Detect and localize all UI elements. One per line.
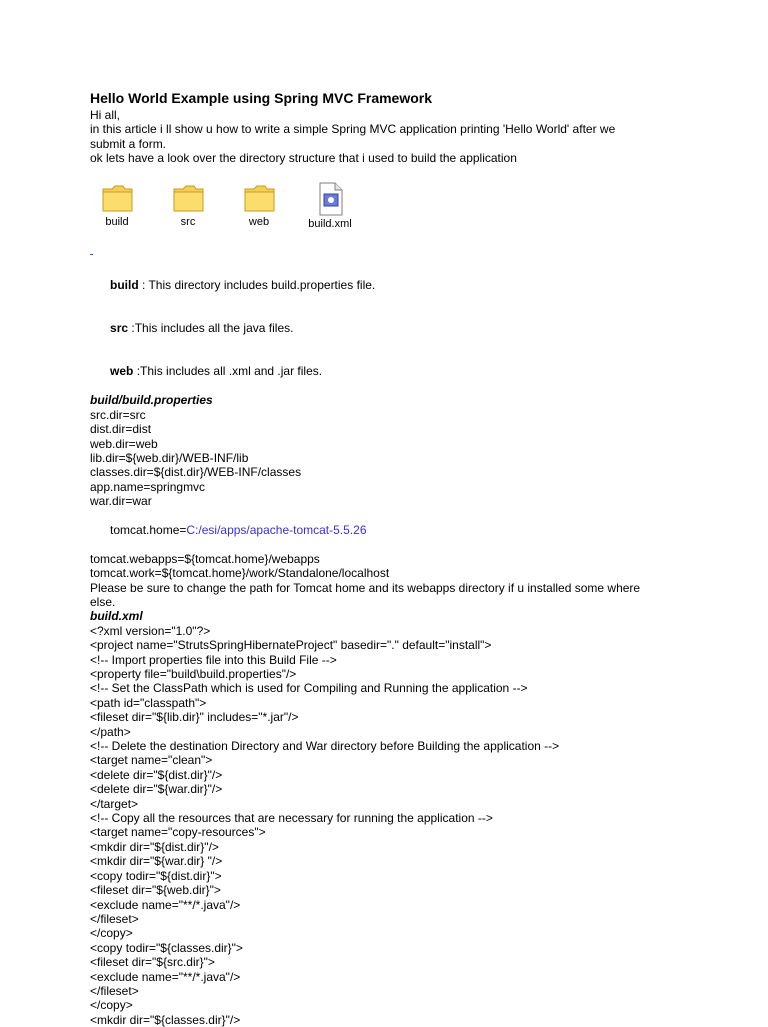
directory-item-label: src xyxy=(180,215,196,228)
tomcat-home-link[interactable]: C:/esi/apps/apache-tomcat-5.5.26 xyxy=(186,522,367,537)
xml-code-line: <delete dir="${dist.dir}"/> xyxy=(90,767,223,782)
description-text: :This includes all .xml and .jar files. xyxy=(133,364,323,379)
xml-code-line: <fileset dir="${web.dir}"> xyxy=(90,883,221,898)
xml-code-line: <?xml version="1.0"?> xyxy=(90,623,211,638)
directory-descriptions xyxy=(90,264,690,394)
xml-code-line: <exclude name="**/*.java"/> xyxy=(90,969,241,984)
xml-code-line: <!-- Copy all the resources that are necessary for running the application --> xyxy=(90,811,493,826)
intro-line: Hi all, xyxy=(90,108,121,122)
description-web xyxy=(90,350,690,393)
intro-line: in this article i ll show u how to write a simple Spring MVC application printing 'Hello World' after we xyxy=(90,122,616,137)
tomcat-home-line xyxy=(90,509,690,552)
xml-code-line: <delete dir="${war.dir}"/> xyxy=(90,782,223,797)
description-build xyxy=(90,264,690,307)
xml-code-line: <mkdir dir="${classes.dir}"/> xyxy=(90,1012,241,1027)
xml-code-line: <path id="classpath"> xyxy=(90,695,207,710)
properties-line: tomcat.work=${tomcat.home}/work/Standalone/localhost xyxy=(90,566,390,581)
properties-line: web.dir=web xyxy=(90,436,158,451)
description-src xyxy=(90,307,690,350)
intro-text xyxy=(90,108,690,166)
folder-icon xyxy=(243,182,276,214)
xml-code-line: <!-- Set the ClassPath which is used for Compiling and Running the application --> xyxy=(90,681,528,696)
directory-item-build xyxy=(87,182,147,229)
tomcat-note xyxy=(90,581,690,610)
description-term: build xyxy=(110,278,139,293)
properties-line: app.name=springmvc xyxy=(90,479,206,494)
properties-line: dist.dir=dist xyxy=(90,422,152,437)
properties-heading: build/build.properties xyxy=(90,393,213,408)
page-title: Hello World Example using Spring MVC Framework xyxy=(90,90,433,106)
xml-code-line: <mkdir dir="${dist.dir}"/> xyxy=(90,839,219,854)
properties-line: src.dir=src xyxy=(90,407,146,422)
directory-item-label: build xyxy=(105,215,129,228)
xml-code-line: <mkdir dir="${war.dir} "/> xyxy=(90,854,223,869)
xml-code-line: </fileset> xyxy=(90,983,139,998)
directory-item-label: web xyxy=(248,215,270,228)
directory-structure-figure xyxy=(90,172,690,252)
directory-item-src xyxy=(158,182,218,229)
xml-code-line: <!-- Delete the destination Directory and War directory before Building the application --> xyxy=(90,739,560,754)
description-term: web xyxy=(110,364,134,379)
xml-code-line: <project name="StrutsSpringHibernateProject" basedir="." default="install"> xyxy=(90,638,492,653)
empty-link[interactable] xyxy=(90,252,690,264)
folder-icon xyxy=(172,182,205,214)
document-page xyxy=(90,90,690,1027)
build-xml-heading: build.xml xyxy=(90,609,143,624)
folder-icon xyxy=(101,182,134,214)
xml-code-line: <fileset dir="${src.dir}"> xyxy=(90,955,215,970)
xml-code-line: <property file="build\build.properties"/> xyxy=(90,667,297,681)
note-line: else. xyxy=(90,594,116,609)
build-xml-code xyxy=(90,624,690,1027)
description-text: :This includes all the java files. xyxy=(128,321,294,336)
xml-code-line: <fileset dir="${lib.dir}" includes="*.jar"/> xyxy=(90,710,299,725)
xml-code-line: </path> xyxy=(90,724,131,739)
tomcat-home-prefix: tomcat.home= xyxy=(110,522,187,537)
properties-line: lib.dir=${web.dir}/WEB-INF/lib xyxy=(90,450,249,465)
intro-line: submit a form. xyxy=(90,136,167,151)
directory-item-web xyxy=(229,182,289,229)
xml-code-line: <target name="copy-resources"> xyxy=(90,825,266,840)
xml-code-line: </copy> xyxy=(90,998,133,1013)
note-line: Please be sure to change the path for Tomcat home and its webapps directory if u installed some where xyxy=(90,580,641,595)
directory-item-label: build.xml xyxy=(308,217,352,230)
properties-line: tomcat.webapps=${tomcat.home}/webapps xyxy=(90,551,320,566)
properties-line: war.dir=war xyxy=(90,494,152,509)
xml-code-line: <!-- Import properties file into this Build File --> xyxy=(90,652,337,667)
description-term: src xyxy=(110,321,129,336)
intro-line: ok lets have a look over the directory structure that i used to build the application xyxy=(90,151,517,166)
properties-line: classes.dir=${dist.dir}/WEB-INF/classes xyxy=(90,465,302,480)
xml-code-line: </fileset> xyxy=(90,911,139,926)
xml-code-line: </target> xyxy=(90,796,139,811)
xml-code-line: </copy> xyxy=(90,926,133,941)
xml-file-icon xyxy=(315,182,345,216)
xml-code-line: <target name="clean"> xyxy=(90,753,213,768)
properties-code xyxy=(90,408,690,581)
description-text: : This directory includes build.properties file. xyxy=(138,278,376,293)
xml-code-line: <copy todir="${classes.dir}"> xyxy=(90,940,243,955)
xml-code-line: <copy todir="${dist.dir}"> xyxy=(90,868,222,883)
xml-code-line: <exclude name="**/*.java"/> xyxy=(90,897,241,912)
directory-item-build-xml xyxy=(300,182,360,231)
